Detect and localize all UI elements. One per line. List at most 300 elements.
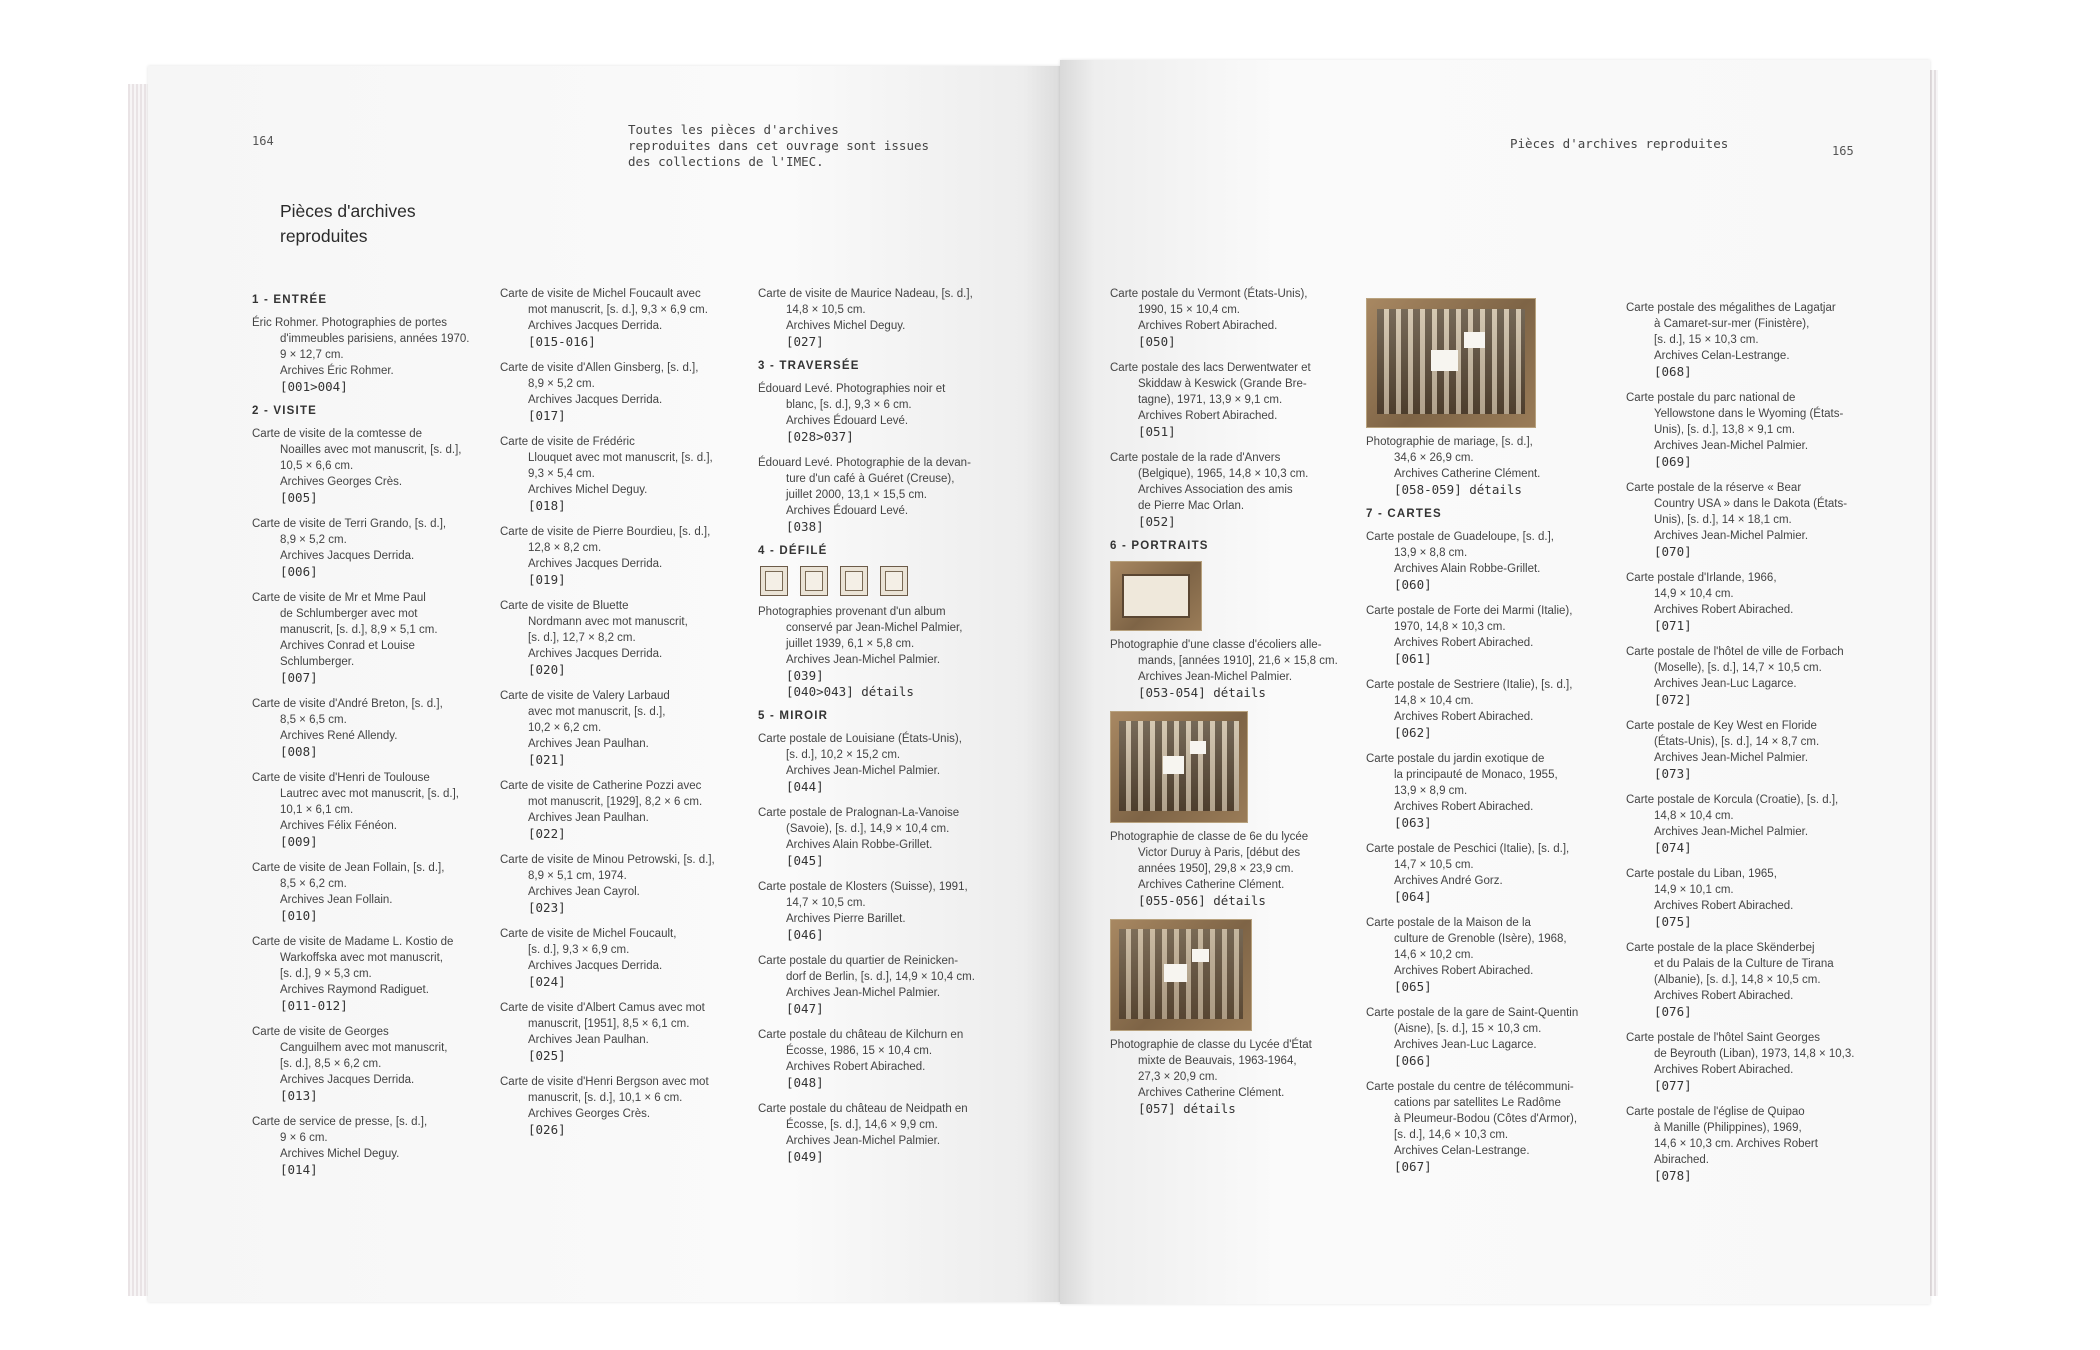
thumbnail-print <box>885 571 903 591</box>
entry-line: Archives Pierre Barillet. <box>786 913 906 925</box>
entry-line: mands, [années 1910], 21,6 × 15,8 cm. <box>1138 655 1338 667</box>
entry-line: mot manuscrit, [1929], 8,2 × 6 cm. <box>528 796 703 808</box>
entry-line: (Savoie), [s. d.], 14,9 × 10,4 cm. <box>786 823 950 835</box>
entry-line: (États-Unis), [s. d.], 14 × 8,7 cm. <box>1654 736 1820 748</box>
entry-line: 14,7 × 10,5 cm. <box>786 897 866 909</box>
entry-line: Archives Michel Deguy. <box>280 1148 400 1160</box>
entry-line: Écosse, 1986, 15 × 10,4 cm. <box>786 1045 933 1057</box>
archive-entry <box>252 1024 502 1104</box>
column-4 <box>1110 286 1360 1127</box>
entry-line: de Schlumberger avec mot <box>280 608 418 620</box>
entry-line: 14,8 × 10,4 cm. <box>1394 695 1474 707</box>
redaction-label <box>1192 949 1209 962</box>
entry-line: Noailles avec mot manuscrit, [s. d.], <box>280 444 462 456</box>
entry-line: Carte postale de Peschici (Italie), [s. d.], <box>1366 843 1570 855</box>
entry-line: Carte postale de Key West en Floride <box>1626 720 1817 732</box>
entry-line: 9 × 6 cm. <box>280 1132 328 1144</box>
thumbnail-print <box>805 571 823 591</box>
archive-entry <box>1110 450 1360 530</box>
entry-line: manuscrit, [1951], 8,5 × 6,1 cm. <box>528 1018 690 1030</box>
entry-line: Carte de visite d'Henri Bergson avec mot <box>500 1076 709 1088</box>
archive-entry <box>500 524 750 588</box>
entry-line: Archives Jacques Derrida. <box>528 960 663 972</box>
entry-line: Archives Robert Abirached. <box>1654 1064 1794 1076</box>
archive-entry <box>500 360 750 424</box>
entry-line: Carte postale de la rade d'Anvers <box>1110 452 1281 464</box>
entry-reference: [017] <box>528 408 566 423</box>
entry-reference: [067] <box>1394 1159 1432 1174</box>
entry-reference: [049] <box>786 1149 824 1164</box>
entry-line: 14,9 × 10,1 cm. <box>1654 884 1734 896</box>
entry-reference: [007] <box>280 670 318 685</box>
column-6 <box>1626 300 1876 1194</box>
entry-line: [s. d.], 14,6 × 10,3 cm. <box>1394 1129 1509 1141</box>
entry-line: Archives Robert Abirached. <box>1654 900 1794 912</box>
entry-line: 10,5 × 6,6 cm. <box>280 460 354 472</box>
entry-line: (Belgique), 1965, 14,8 × 10,3 cm. <box>1138 468 1309 480</box>
entry-line: 10,2 × 6,2 cm. <box>528 722 602 734</box>
entry-line: Carte de visite de Pierre Bourdieu, [s. d.], <box>500 526 711 538</box>
entry-line: Carte postale de Korcula (Croatie), [s. d.], <box>1626 794 1839 806</box>
column-5 <box>1366 296 1616 1185</box>
archive-entry <box>1626 390 1876 470</box>
entry-reference: [009] <box>280 834 318 849</box>
entry-reference: [013] <box>280 1088 318 1103</box>
entry-line: de Beyrouth (Liban), 1973, 14,8 × 10,3. <box>1654 1048 1855 1060</box>
entry-reference: [061] <box>1394 651 1432 666</box>
entry-reference: [018] <box>528 498 566 513</box>
archive-entry <box>1626 940 1876 1020</box>
entry-line: 9,3 × 5,4 cm. <box>528 468 595 480</box>
archive-entry <box>500 434 750 514</box>
entry-line: dorf de Berlin, [s. d.], 14,9 × 10,4 cm. <box>786 971 975 983</box>
entry-line: Archives Association des amis <box>1138 484 1293 496</box>
entry-line: Carte de visite de Georges <box>252 1026 389 1038</box>
entry-reference: [058-059] détails <box>1394 482 1522 497</box>
entry-reference: [005] <box>280 490 318 505</box>
column-1 <box>252 294 502 1188</box>
archive-entry <box>1366 915 1616 995</box>
entry-line: Archives Jacques Derrida. <box>280 550 415 562</box>
entry-line: Archives Jean Cayrol. <box>528 886 640 898</box>
entry-line: Archives Catherine Clément. <box>1138 1087 1285 1099</box>
entry-line: Édouard Levé. Photographie de la devan- <box>758 457 971 469</box>
archive-entry <box>1110 1037 1360 1117</box>
archive-entry <box>500 1000 750 1064</box>
entry-line: Carte postale de la gare de Saint-Quentin <box>1366 1007 1579 1019</box>
entry-line: Archives Jean-Luc Lagarce. <box>1394 1039 1537 1051</box>
entry-reference: [055-056] détails <box>1138 893 1266 908</box>
entry-line: Carte de visite de Jean Follain, [s. d.], <box>252 862 445 874</box>
archive-entry <box>252 770 502 850</box>
collection-note: Toutes les pièces d'archives reproduites dans cet ouvrage sont issues des collections de l'IMEC. <box>628 122 930 169</box>
entry-reference: [027] <box>786 334 824 349</box>
archive-entry <box>252 426 502 506</box>
page-stack-left <box>128 84 150 1296</box>
archive-entry <box>1626 718 1876 782</box>
entry-line: Carte postale du jardin exotique de <box>1366 753 1545 765</box>
archive-entry <box>1366 1079 1616 1175</box>
entry-line: juillet 1939, 6,1 × 5,8 cm. <box>786 638 915 650</box>
entry-line: Carte postale du château de Kilchurn en <box>758 1029 964 1041</box>
entry-reference: [053-054] détails <box>1138 685 1266 700</box>
entry-line: Carte postale du Vermont (États-Unis), <box>1110 288 1308 300</box>
archive-entry <box>1366 841 1616 905</box>
entry-line: mot manuscrit, [s. d.], 9,3 × 6,9 cm. <box>528 304 708 316</box>
archive-photograph <box>1366 298 1536 428</box>
entry-line: Carte postale de Forte dei Marmi (Italie), <box>1366 605 1573 617</box>
archive-photograph <box>1110 711 1248 823</box>
entry-line: 8,9 × 5,2 cm. <box>280 534 347 546</box>
section-heading: 2 - VISITE <box>252 405 318 417</box>
archive-entry <box>1626 644 1876 708</box>
entry-line: 8,9 × 5,2 cm. <box>528 378 595 390</box>
entry-line: Archives Conrad et Louise <box>280 640 415 652</box>
archive-entry <box>758 455 1008 535</box>
entry-reference: [045] <box>786 853 824 868</box>
archive-entry <box>758 805 1008 869</box>
section-heading: 5 - MIROIR <box>758 710 829 722</box>
entry-line: Carte postale de la réserve « Bear <box>1626 482 1802 494</box>
archive-photograph <box>1110 561 1202 631</box>
entry-line: 10,1 × 6,1 cm. <box>280 804 354 816</box>
column-2 <box>500 286 750 1148</box>
entry-line: Archives Jean-Michel Palmier. <box>1654 440 1809 452</box>
entry-line: Abirached. <box>1654 1154 1709 1166</box>
entry-reference: [006] <box>280 564 318 579</box>
entry-line: Archives Jean-Michel Palmier. <box>786 654 941 666</box>
redaction-label <box>1163 756 1185 774</box>
archive-entry <box>1366 1005 1616 1069</box>
entry-line: manuscrit, [s. d.], 10,1 × 6 cm. <box>528 1092 683 1104</box>
archive-entry <box>252 696 502 760</box>
archive-entry <box>1110 286 1360 350</box>
album-photo-thumbnail <box>760 566 788 596</box>
entry-line: à Camaret-sur-mer (Finistère), <box>1654 318 1810 330</box>
entry-line: Carte de visite de Bluette <box>500 600 629 612</box>
entry-reference: [015-016] <box>528 334 596 349</box>
entry-line: Archives Robert Abirached. <box>1394 637 1534 649</box>
entry-line: Archives Robert Abirached. <box>1654 990 1794 1002</box>
entry-line: Carte postale du parc national de <box>1626 392 1796 404</box>
section-heading: 6 - PORTRAITS <box>1110 540 1209 552</box>
entry-reference: [074] <box>1654 840 1692 855</box>
entry-line: Archives Robert Abirached. <box>1138 320 1278 332</box>
album-photo-thumbnail <box>800 566 828 596</box>
entry-line: Carte postale du centre de télécommuni- <box>1366 1081 1574 1093</box>
entry-line: juillet 2000, 13,1 × 15,5 cm. <box>786 489 927 501</box>
entry-line: Archives Alain Robbe-Grillet. <box>786 839 933 851</box>
running-head: Pièces d'archives reproduites <box>1510 136 1729 151</box>
archive-entry <box>252 315 502 395</box>
entry-line: Archives Félix Fénéon. <box>280 820 397 832</box>
entry-line: Yellowstone dans le Wyoming (États- <box>1654 408 1844 420</box>
entry-line: Carte postale de l'hôtel Saint Georges <box>1626 1032 1820 1044</box>
entry-line: Canguilhem avec mot manuscrit, <box>280 1042 448 1054</box>
entry-line: Archives Georges Crès. <box>280 476 403 488</box>
entry-line: Carte postale du château de Neidpath en <box>758 1103 968 1115</box>
archive-entry <box>1626 1030 1876 1094</box>
entry-line: 14,8 × 10,4 cm. <box>1654 810 1734 822</box>
archive-entry <box>500 778 750 842</box>
entry-line: Carte postale de Sestriere (Italie), [s. d.], <box>1366 679 1573 691</box>
left-page <box>148 66 1060 1302</box>
entry-line: 14,6 × 10,3 cm. Archives Robert <box>1654 1138 1818 1150</box>
entry-reference: [024] <box>528 974 566 989</box>
entry-line: conservé par Jean-Michel Palmier, <box>786 622 963 634</box>
entry-line: Archives Édouard Levé. <box>786 415 909 427</box>
entry-reference: [050] <box>1138 334 1176 349</box>
entry-line: 8,5 × 6,2 cm. <box>280 878 347 890</box>
entry-reference: [057] détails <box>1138 1101 1236 1116</box>
entry-line: 27,3 × 20,9 cm. <box>1138 1071 1218 1083</box>
archive-entry <box>1626 866 1876 930</box>
entry-line: Archives Jean Follain. <box>280 894 393 906</box>
section-heading: 7 - CARTES <box>1366 508 1442 520</box>
archive-entry <box>758 381 1008 445</box>
entry-reference: [022] <box>528 826 566 841</box>
entry-line: Archives Jean-Michel Palmier. <box>1654 752 1809 764</box>
entry-line: 34,6 × 26,9 cm. <box>1394 452 1474 464</box>
archive-entry <box>1110 829 1360 909</box>
entry-reference: [076] <box>1654 1004 1692 1019</box>
thumbnail-print <box>845 571 863 591</box>
entry-line: et du Palais de la Culture de Tirana <box>1654 958 1834 970</box>
entry-line: Carte postale du Liban, 1965, <box>1626 868 1777 880</box>
entry-reference: [019] <box>528 572 566 587</box>
entry-reference: [025] <box>528 1048 566 1063</box>
page-number-left: 164 <box>252 134 274 148</box>
entry-line: 14,8 × 10,5 cm. <box>786 304 866 316</box>
archive-entry <box>500 1074 750 1138</box>
album-thumbnails <box>760 566 1008 596</box>
entry-line: Warkoffska avec mot manuscrit, <box>280 952 443 964</box>
entry-reference: [039] <box>786 668 824 683</box>
archive-entry <box>1366 434 1616 498</box>
archive-entry <box>1626 480 1876 560</box>
entry-line: à Pleumeur-Bodou (Côtes d'Armor), <box>1394 1113 1578 1125</box>
entry-line: Éric Rohmer. Photographies de portes <box>252 317 447 329</box>
entry-line: Carte postale de la place Skënderbej <box>1626 942 1815 954</box>
entry-reference: [060] <box>1394 577 1432 592</box>
archive-entry <box>758 879 1008 943</box>
archive-entry <box>1110 637 1360 701</box>
archive-entry <box>1110 360 1360 440</box>
archive-entry <box>1626 570 1876 634</box>
entry-reference: [069] <box>1654 454 1692 469</box>
archive-entry <box>252 860 502 924</box>
entry-reference: [046] <box>786 927 824 942</box>
entry-line: Carte de visite d'Albert Camus avec mot <box>500 1002 705 1014</box>
entry-line: [s. d.], 12,7 × 8,2 cm. <box>528 632 636 644</box>
entry-line: Photographie d'une classe d'écoliers alle- <box>1110 639 1322 651</box>
entry-reference: [010] <box>280 908 318 923</box>
entry-line: la principauté de Monaco, 1955, <box>1394 769 1558 781</box>
entry-line: Carte de visite de Maurice Nadeau, [s. d.], <box>758 288 973 300</box>
entry-line: Carte postale des mégalithes de Lagatjar <box>1626 302 1836 314</box>
entry-reference: [072] <box>1654 692 1692 707</box>
entry-line: Photographie de mariage, [s. d.], <box>1366 436 1533 448</box>
archive-entry <box>1626 300 1876 380</box>
entry-reference: [023] <box>528 900 566 915</box>
entry-line: (Albanie), [s. d.], 14,8 × 10,5 cm. <box>1654 974 1821 986</box>
entry-reference: [011-012] <box>280 998 348 1013</box>
entry-line: mixte de Beauvais, 1963-1964, <box>1138 1055 1297 1067</box>
archive-entry <box>758 1101 1008 1165</box>
entry-line: Carte postale de l'hôtel de ville de Forbach <box>1626 646 1844 658</box>
entry-line: Archives Éric Rohmer. <box>280 365 394 377</box>
entry-line: Carte de visite de Minou Petrowski, [s. d.], <box>500 854 715 866</box>
entry-line: Archives Alain Robbe-Grillet. <box>1394 563 1541 575</box>
section-heading: 3 - TRAVERSÉE <box>758 360 860 372</box>
entry-line: Archives Jean-Michel Palmier. <box>1654 826 1809 838</box>
album-photo-thumbnail <box>880 566 908 596</box>
entry-line: [s. d.], 9 × 5,3 cm. <box>280 968 372 980</box>
entry-line: Carte de visite d'Henri de Toulouse <box>252 772 430 784</box>
entry-reference: [008] <box>280 744 318 759</box>
entry-line: Victor Duruy à Paris, [début des <box>1138 847 1301 859</box>
entry-line: manuscrit, [s. d.], 8,9 × 5,1 cm. <box>280 624 438 636</box>
entry-line: Unis), [s. d.], 14 × 18,1 cm. <box>1654 514 1792 526</box>
entry-reference: [047] <box>786 1001 824 1016</box>
entry-reference: [063] <box>1394 815 1432 830</box>
entry-line: Carte postale de la Maison de la <box>1366 917 1531 929</box>
entry-line: Archives Robert Abirached. <box>786 1061 926 1073</box>
entry-line: Country USA » dans le Dakota (États- <box>1654 498 1848 510</box>
archive-entry <box>500 598 750 678</box>
archive-entry <box>1626 792 1876 856</box>
entry-line: Skiddaw à Keswick (Grande Bre- <box>1138 378 1307 390</box>
entry-line: années 1950], 29,8 × 23,9 cm. <box>1138 863 1294 875</box>
entry-line: culture de Grenoble (Isère), 1968, <box>1394 933 1567 945</box>
entry-reference: [020] <box>528 662 566 677</box>
entry-line: Carte de visite de Mr et Mme Paul <box>252 592 426 604</box>
entry-reference: [028>037] <box>786 429 854 444</box>
redaction-label <box>1164 964 1186 982</box>
entry-line: à Manille (Philippines), 1969, <box>1654 1122 1802 1134</box>
entry-line: [s. d.], 8,5 × 6,2 cm. <box>280 1058 382 1070</box>
archive-entry <box>500 852 750 916</box>
entry-line: Carte de visite de Michel Foucault avec <box>500 288 701 300</box>
entry-line: Archives André Gorz. <box>1394 875 1503 887</box>
entry-reference: [052] <box>1138 514 1176 529</box>
entry-line: 1970, 14,8 × 10,3 cm. <box>1394 621 1506 633</box>
entry-reference: [066] <box>1394 1053 1432 1068</box>
entry-line: Archives Georges Crès. <box>528 1108 651 1120</box>
photo-mount <box>1122 574 1190 618</box>
entry-line: Archives Jacques Derrida. <box>528 648 663 660</box>
entry-reference: [065] <box>1394 979 1432 994</box>
entry-line: 9 × 12,7 cm. <box>280 349 344 361</box>
entry-line: Carte de visite de Terri Grando, [s. d.], <box>252 518 447 530</box>
entry-line: Archives Édouard Levé. <box>786 505 909 517</box>
thumbnail-print <box>765 571 783 591</box>
entry-reference: [040>043] détails <box>786 684 914 699</box>
entry-reference: [026] <box>528 1122 566 1137</box>
entry-line: Archives Jean Paulhan. <box>528 738 649 750</box>
entry-line: [s. d.], 15 × 10,3 cm. <box>1654 334 1759 346</box>
archive-entry <box>758 953 1008 1017</box>
entry-line: Carte de visite de la comtesse de <box>252 428 423 440</box>
entry-line: Archives Jacques Derrida. <box>528 558 663 570</box>
entry-line: Carte de visite d'André Breton, [s. d.], <box>252 698 443 710</box>
entry-reference: [021] <box>528 752 566 767</box>
entry-line: Carte postale de l'église de Quipao <box>1626 1106 1805 1118</box>
entry-line: Photographie de classe du Lycée d'État <box>1110 1039 1312 1051</box>
section-heading: 1 - ENTRÉE <box>252 294 328 306</box>
section-heading: 4 - DÉFILÉ <box>758 545 828 557</box>
archive-entry <box>500 926 750 990</box>
archive-entry <box>252 1114 502 1178</box>
entry-line: Carte de visite de Catherine Pozzi avec <box>500 780 702 792</box>
entry-reference: [071] <box>1654 618 1692 633</box>
entry-reference: [078] <box>1654 1168 1692 1183</box>
archive-entry <box>500 688 750 768</box>
entry-line: Carte postale d'Irlande, 1966, <box>1626 572 1777 584</box>
entry-line: Archives Robert Abirached. <box>1394 965 1534 977</box>
entry-line: 13,9 × 8,9 cm. <box>1394 785 1468 797</box>
entry-line: (Moselle), [s. d.], 14,7 × 10,5 cm. <box>1654 662 1822 674</box>
entry-reference: [048] <box>786 1075 824 1090</box>
entry-line: Archives Jean-Michel Palmier. <box>1654 530 1809 542</box>
entry-line: Photographie de classe de 6e du lycée <box>1110 831 1309 843</box>
entry-reference: [073] <box>1654 766 1692 781</box>
entry-line: Archives Robert Abirached. <box>1394 801 1534 813</box>
entry-line: 14,7 × 10,5 cm. <box>1394 859 1474 871</box>
archive-entry <box>1366 603 1616 667</box>
entry-reference: [062] <box>1394 725 1432 740</box>
entry-line: 13,9 × 8,8 cm. <box>1394 547 1468 559</box>
entry-line: avec mot manuscrit, [s. d.], <box>528 706 666 718</box>
archive-entry <box>252 516 502 580</box>
archive-entry <box>1626 1104 1876 1184</box>
entry-line: Carte postale des lacs Derwentwater et <box>1110 362 1311 374</box>
entry-line: 14,6 × 10,2 cm. <box>1394 949 1474 961</box>
entry-line: d'immeubles parisiens, années 1970. <box>280 333 470 345</box>
entry-line: Archives Catherine Clément. <box>1138 879 1285 891</box>
entry-line: Llouquet avec mot manuscrit, [s. d.], <box>528 452 713 464</box>
entry-line: blanc, [s. d.], 9,3 × 6 cm. <box>786 399 912 411</box>
entry-line: Photographies provenant d'un album <box>758 606 946 618</box>
entry-reference: [051] <box>1138 424 1176 439</box>
entry-line: Carte postale de Klosters (Suisse), 1991, <box>758 881 968 893</box>
album-photo-thumbnail <box>840 566 868 596</box>
entry-line: Archives Jean Paulhan. <box>528 812 649 824</box>
entry-line: Carte postale de Louisiane (États-Unis), <box>758 733 962 745</box>
entry-line: Archives Robert Abirached. <box>1138 410 1278 422</box>
entry-reference: [064] <box>1394 889 1432 904</box>
entry-reference: [068] <box>1654 364 1692 379</box>
archive-entry <box>758 731 1008 795</box>
archive-entry <box>500 286 750 350</box>
entry-reference: [044] <box>786 779 824 794</box>
entry-reference: [075] <box>1654 914 1692 929</box>
right-page <box>1060 60 1930 1304</box>
entry-line: Carte de service de presse, [s. d.], <box>252 1116 428 1128</box>
entry-line: tagne), 1971, 13,9 × 9,1 cm. <box>1138 394 1283 406</box>
archive-entry <box>1366 677 1616 741</box>
entry-line: Archives Jean Paulhan. <box>528 1034 649 1046</box>
entry-line: Archives Robert Abirached. <box>1394 711 1534 723</box>
entry-line: de Pierre Mac Orlan. <box>1138 500 1245 512</box>
entry-line: Carte de visite de Valery Larbaud <box>500 690 670 702</box>
redaction-label <box>1190 741 1206 754</box>
page-number-right: 165 <box>1832 144 1854 158</box>
archive-entry <box>252 934 502 1014</box>
entry-line: 8,9 × 5,1 cm, 1974. <box>528 870 627 882</box>
redaction-label <box>1431 350 1458 370</box>
entry-line: Carte postale de Guadeloupe, [s. d.], <box>1366 531 1554 543</box>
